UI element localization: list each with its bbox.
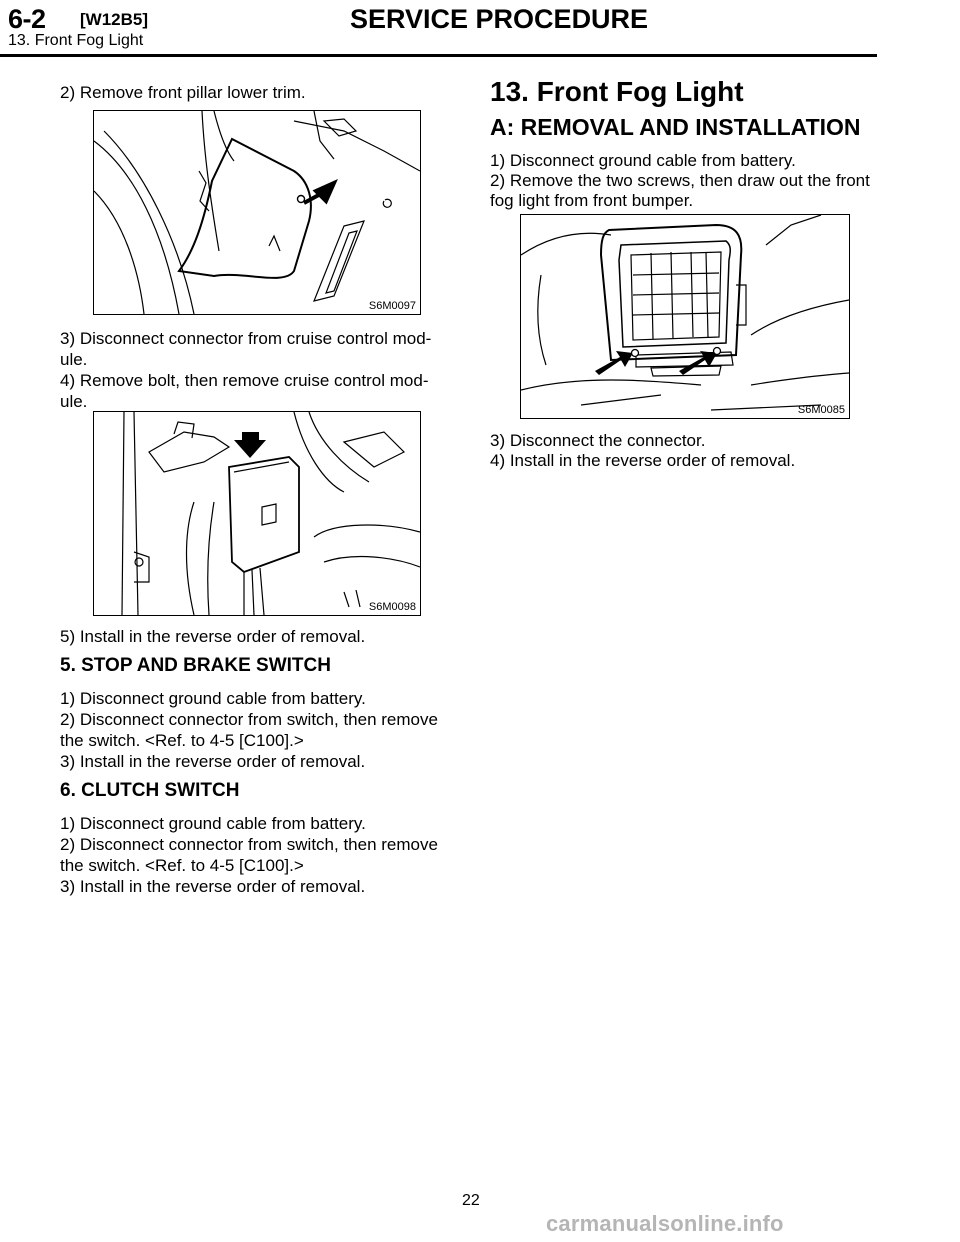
figure-pillar-trim: [93, 110, 421, 315]
step-2-text: 2) Remove front pillar lower trim.: [60, 83, 306, 102]
section-5-heading: 5. STOP AND BRAKE SWITCH: [60, 655, 331, 676]
figure-fog-light: [520, 214, 850, 419]
header-rule: [0, 54, 877, 57]
fog-step-1: 1) Disconnect ground cable from battery.: [490, 151, 796, 170]
step-3-line-2: ule.: [60, 350, 88, 369]
figure-cruise-module: [93, 411, 421, 616]
subsection-title: A: REMOVAL AND INSTALLATION: [490, 114, 861, 140]
fog-step-2-line-1: 2) Remove the two screws, then draw out the front: [490, 171, 870, 190]
section-5-line-2: 2) Disconnect connector from switch, then remove: [60, 710, 438, 729]
fog-step-3: 3) Disconnect the connector.: [490, 431, 706, 450]
main-section-title: 13. Front Fog Light: [490, 76, 744, 107]
fog-light-illustration: [521, 215, 849, 418]
section-6-heading: 6. CLUTCH SWITCH: [60, 780, 240, 801]
step-3-line-1: 3) Disconnect connector from cruise control mod-: [60, 329, 432, 348]
section-5-line-4: 3) Install in the reverse order of removal.: [60, 752, 366, 771]
section-5-line-3: the switch. <Ref. to 4-5 [C100].>: [60, 731, 304, 750]
pillar-trim-illustration: [94, 111, 420, 314]
page-number: 22: [462, 1192, 480, 1209]
step-5-text: 5) Install in the reverse order of removal.: [60, 627, 366, 646]
figure-3-label: S6M0085: [797, 404, 845, 416]
section-code: 6-2: [8, 4, 46, 34]
section-6-line-2: 2) Disconnect connector from switch, then remove: [60, 835, 438, 854]
step-4-line-2: ule.: [60, 392, 88, 411]
watermark: carmanualsonline.info: [546, 1211, 784, 1236]
model-code: [W12B5]: [80, 10, 149, 29]
section-6-line-1: 1) Disconnect ground cable from battery.: [60, 814, 366, 833]
page-title: SERVICE PROCEDURE: [350, 4, 649, 34]
section-5-line-1: 1) Disconnect ground cable from battery.: [60, 689, 366, 708]
figure-2-label: S6M0098: [368, 601, 416, 613]
page-subtitle: 13. Front Fog Light: [8, 32, 144, 49]
section-6-line-3: the switch. <Ref. to 4-5 [C100].>: [60, 856, 304, 875]
step-4-line-1: 4) Remove bolt, then remove cruise control mod-: [60, 371, 429, 390]
cruise-module-illustration: [94, 412, 420, 615]
figure-1-label: S6M0097: [368, 300, 416, 312]
section-6-line-4: 3) Install in the reverse order of removal.: [60, 877, 366, 896]
fog-step-4: 4) Install in the reverse order of removal.: [490, 451, 796, 470]
fog-step-2-line-2: fog light from front bumper.: [490, 191, 694, 210]
